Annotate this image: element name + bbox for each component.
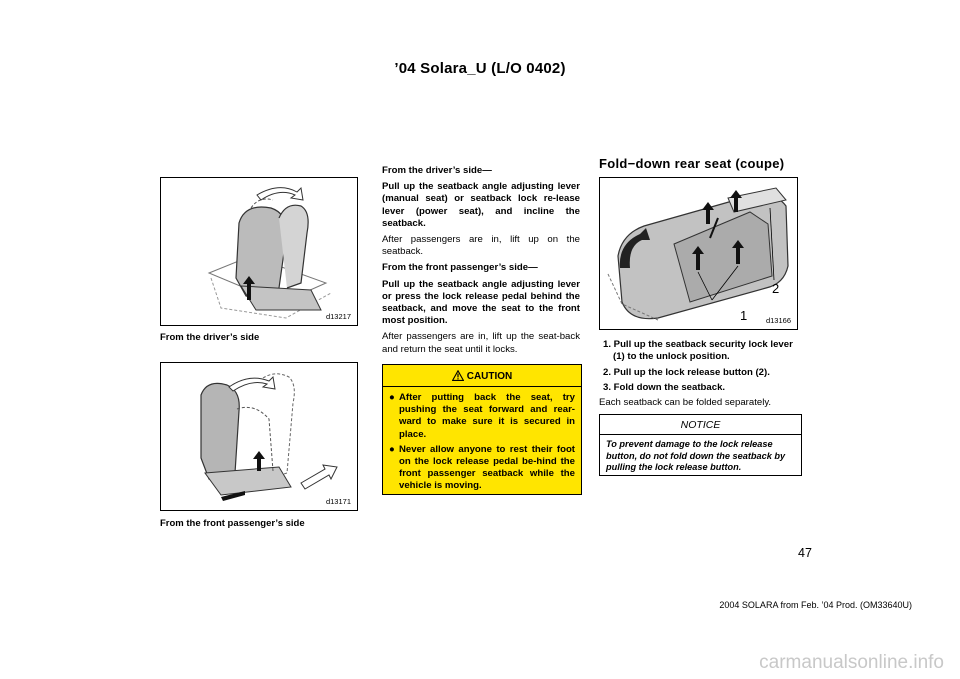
watermark-text: carmanualsonline.info: [759, 652, 944, 673]
step-3: 3. Fold down the seatback.: [603, 381, 726, 393]
driver-heading: From the driver’s side—: [382, 165, 492, 176]
caution-item: [389, 444, 575, 493]
callout-1: 1: [740, 308, 748, 323]
page-header-title: ’04 Solara_U (L/O 0402): [394, 60, 566, 77]
passenger-note: After passengers are in, lift up the seat-back and return the seat until it locks.: [382, 331, 580, 355]
figure-code: d13217: [325, 312, 351, 321]
step-2: 2. Pull up the lock release button (2).: [603, 366, 770, 378]
seat-instructions-column: [382, 165, 580, 360]
caution-item-text: After putting back the seat, try pushing the seat forward and rear-ward to make sure it is secured in place.: [399, 392, 575, 440]
passenger-heading: From the front passenger’s side—: [382, 262, 538, 274]
driver-note: After passengers are in, lift up on the seatback.: [382, 234, 580, 258]
caution-item: [389, 392, 575, 441]
figure-passenger-side: [160, 362, 358, 511]
warning-triangle-icon: [452, 370, 464, 381]
callout-2: 2: [772, 281, 780, 296]
driver-seat-illustration: [161, 178, 357, 325]
rear-seat-steps: [599, 339, 802, 412]
notice-box: [599, 414, 802, 476]
step-1: 1. Pull up the seatback security lock lever (1) to the unlock position.: [603, 339, 793, 363]
section-title: Fold−down rear seat (coupe): [599, 156, 785, 171]
caution-item-text: Never allow anyone to rest their foot on the lock release pedal be-hind the front passenger seatback while the vehicle is moving.: [399, 443, 575, 492]
watermark: [0, 652, 960, 674]
rear-seat-illustration: [600, 178, 797, 329]
rear-seat-note: Each seatback can be folded separately.: [599, 397, 772, 409]
passenger-seat-illustration: [161, 363, 357, 510]
figure-driver-side: [160, 177, 358, 326]
page-footer: 2004 SOLARA from Feb. ’04 Prod. (OM33640U): [719, 600, 912, 610]
page-number: 47: [798, 546, 812, 560]
passenger-instruction: Pull up the seatback angle adjusting lever or press the lock release pedal behind the seatback, and move the seat to the front most position.: [382, 278, 580, 327]
figure-code: d13166: [765, 316, 791, 325]
figure-caption: From the driver’s side: [160, 332, 260, 343]
bullet-icon: ●: [389, 443, 395, 455]
caution-list: [383, 387, 581, 493]
notice-body: To prevent damage to the lock release button, do not fold down the seatback by pulling the lock release button.: [606, 439, 786, 472]
bullet-icon: ●: [389, 392, 395, 403]
caution-title: CAUTION: [466, 371, 513, 382]
figure-code: d13171: [325, 497, 351, 506]
figure-caption: From the front passenger’s side: [160, 518, 305, 529]
figure-rear-seat: [599, 177, 798, 330]
caution-box: [382, 364, 582, 495]
notice-title: NOTICE: [680, 419, 721, 431]
driver-instruction: Pull up the seatback angle adjusting lever (manual seat) or seatback lock re-lease lever (power seat), and incline the seatback.: [382, 181, 580, 229]
